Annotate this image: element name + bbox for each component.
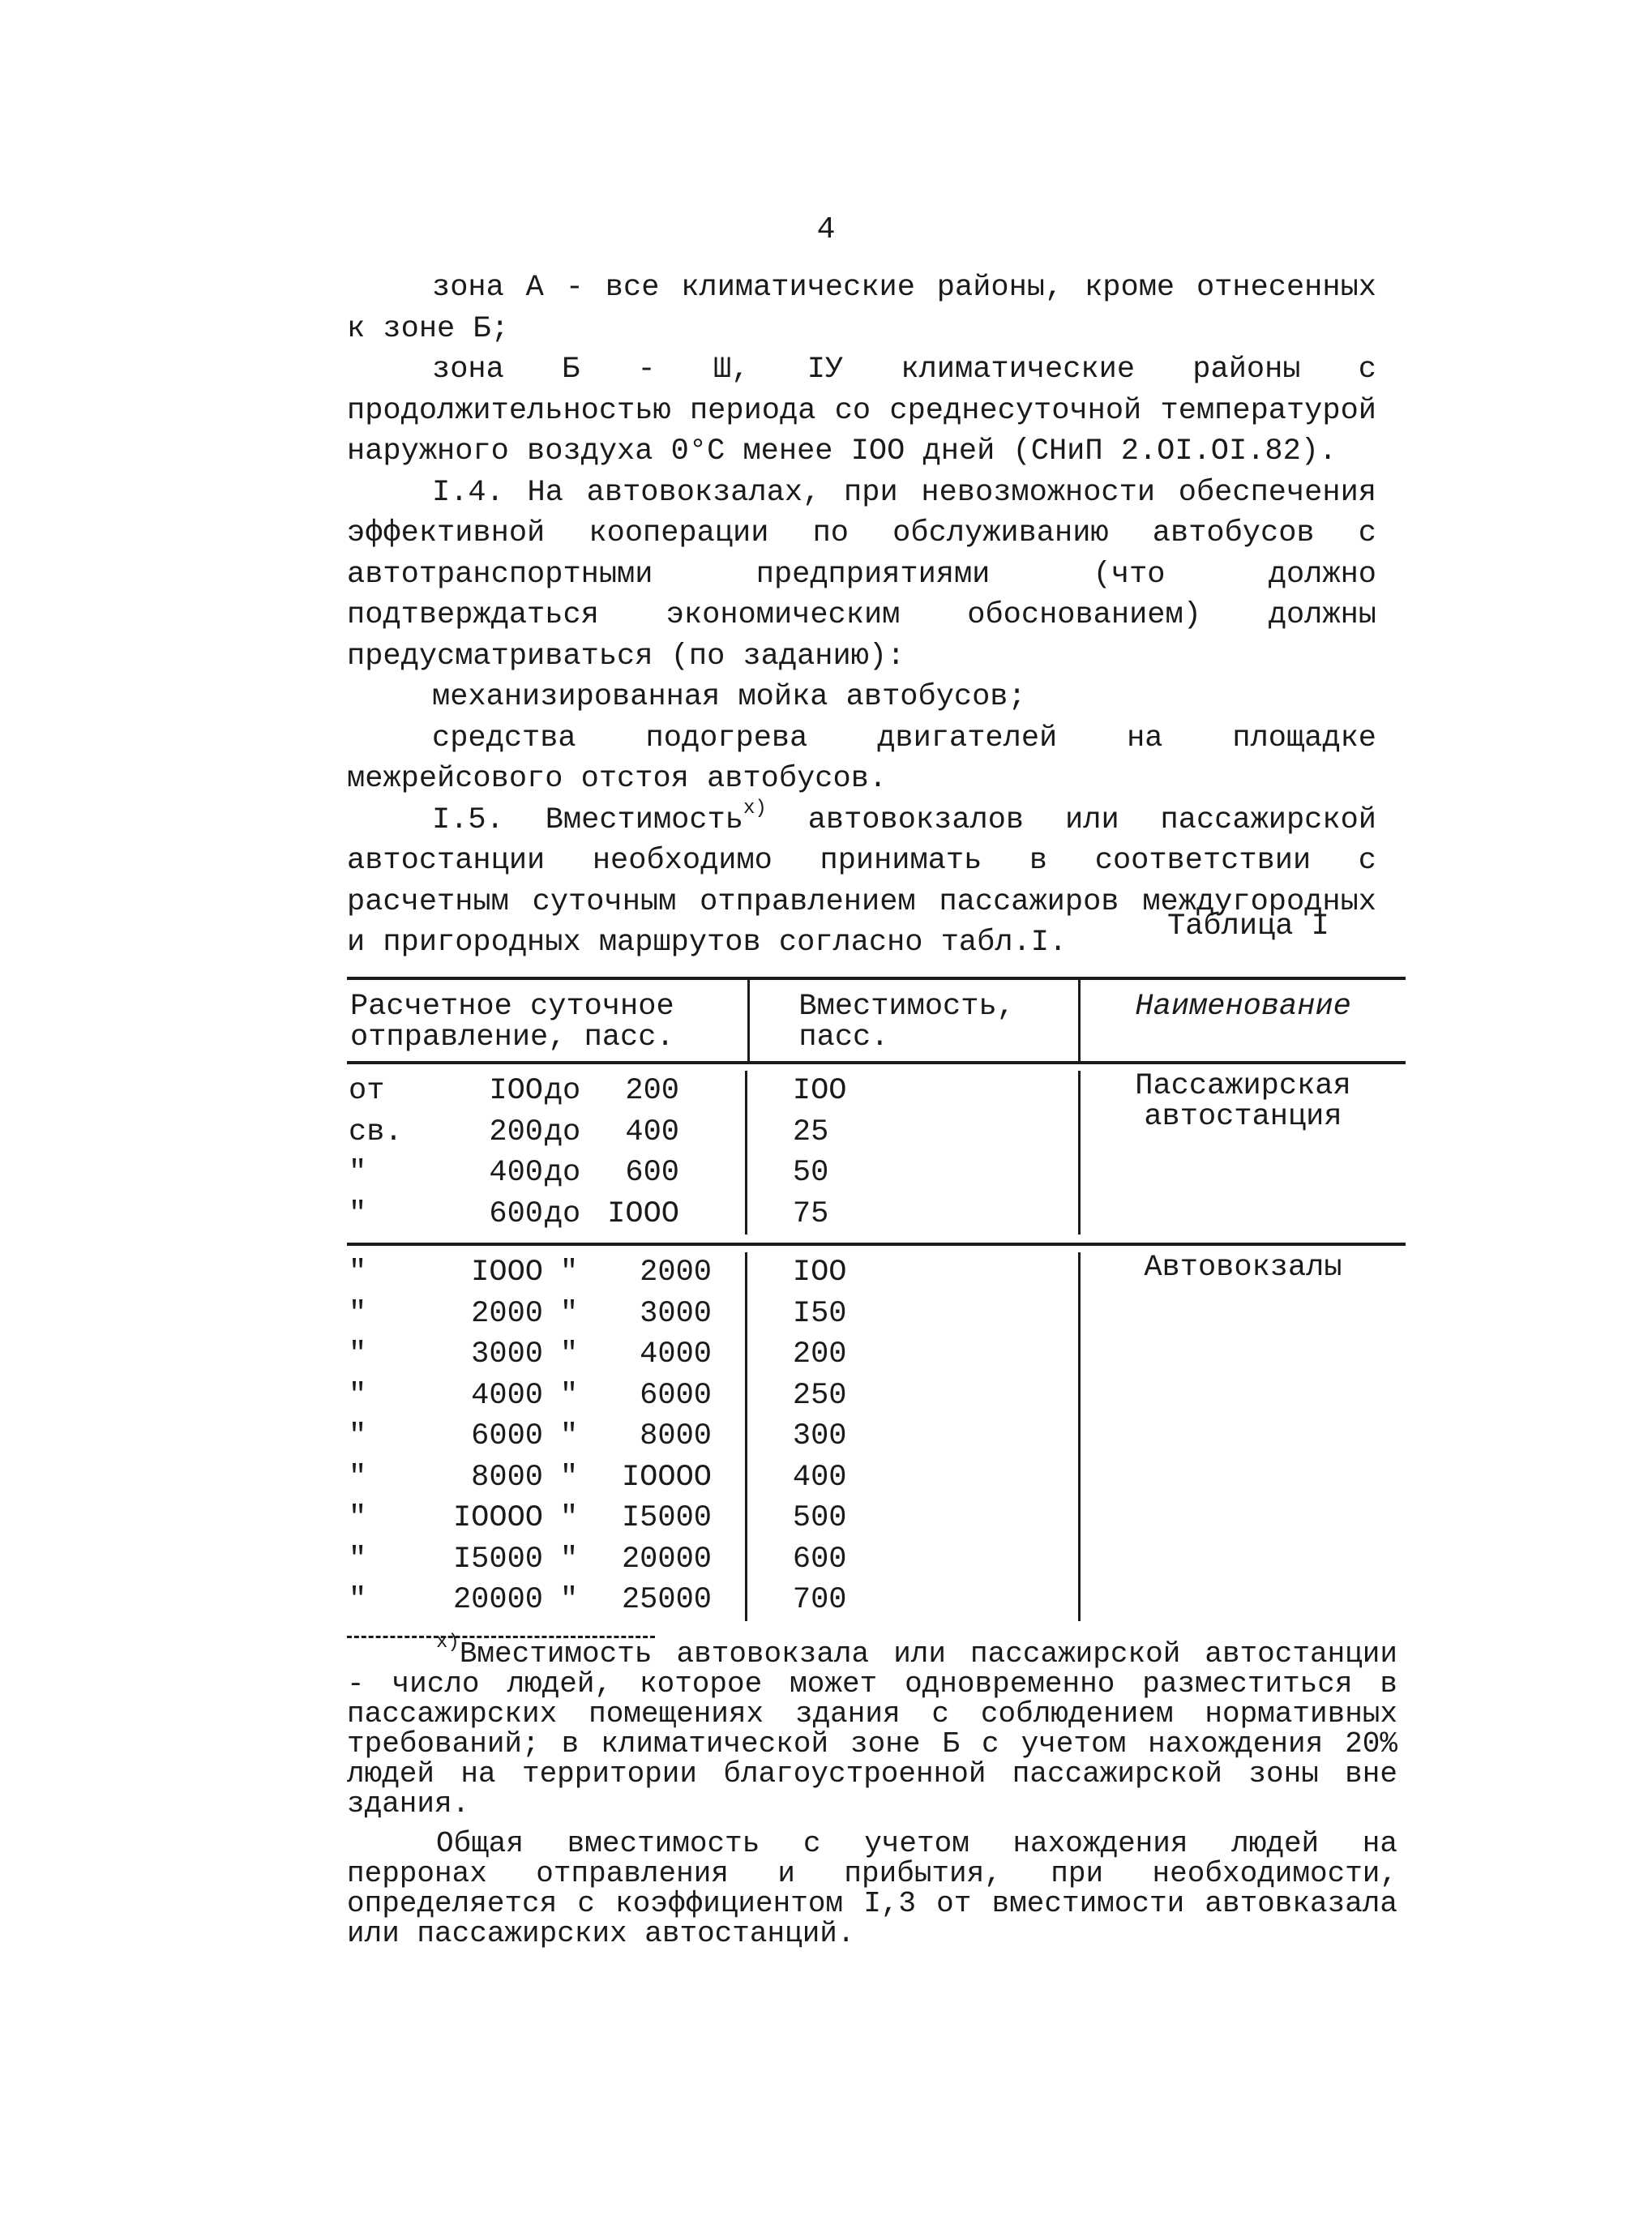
table-row	[347, 1580, 745, 1621]
range-from: 6000	[471, 1419, 543, 1453]
range-sep: "	[559, 1460, 579, 1495]
capacity-value: 500	[792, 1501, 847, 1535]
range-prefix: св.	[349, 1115, 403, 1149]
footnote-marker: x)	[436, 1632, 460, 1654]
capacity-value: 300	[792, 1419, 847, 1453]
range-sep: до	[544, 1196, 581, 1231]
page-number: 4	[816, 212, 836, 247]
range-to: I5000	[621, 1501, 712, 1535]
range-sep: до	[544, 1074, 581, 1108]
range-from: IOOOO	[452, 1501, 543, 1535]
range-prefix: "	[349, 1542, 367, 1577]
capacity-value: 50	[792, 1156, 829, 1190]
footnote-marker: x)	[743, 797, 767, 819]
range-from: 4000	[471, 1378, 543, 1413]
range-from: 600	[489, 1196, 543, 1231]
table-header	[347, 980, 1406, 1061]
table-row	[347, 1252, 745, 1294]
range-to: 8000	[640, 1419, 712, 1453]
paragraph-zone-b: зона Б - Ш, IУ климатические районы с продолжительностью периода со среднесуточной температурой наружного воздуха 0°С менее IOO дней (СНиП 2.OI.OI.82).	[347, 353, 1376, 469]
range-to: 2000	[640, 1256, 712, 1290]
capacity-value: 250	[792, 1378, 847, 1413]
table-row	[347, 1498, 745, 1539]
range-to: 3000	[640, 1296, 712, 1331]
capacity-value: I50	[792, 1296, 847, 1331]
range-to: 600	[625, 1156, 679, 1190]
table-row	[347, 1112, 745, 1153]
footnote-capacity	[347, 1632, 1397, 1821]
range-sep: "	[559, 1583, 579, 1617]
range-from: IOOO	[471, 1256, 543, 1290]
range-prefix: "	[349, 1419, 367, 1453]
table-row	[347, 1334, 745, 1376]
range-to: 6000	[640, 1378, 712, 1413]
table-row	[347, 1457, 745, 1499]
range-to: 25000	[621, 1583, 712, 1617]
range-to: 20000	[621, 1542, 712, 1577]
range-prefix: "	[349, 1378, 367, 1413]
group-values	[745, 1252, 1078, 1621]
paragraph-1-4: I.4. На автовокзалах, при невозможности обеспечения эффективной кооперации по обслуживанию автобусов с автотранспортными предприятиями (что должно подтверждаться экономическим обоснованием) должны предусматриваться (по заданию):	[347, 475, 1376, 674]
range-from: I5000	[452, 1542, 543, 1577]
range-sep: "	[559, 1378, 579, 1413]
table-group-station	[347, 1064, 1406, 1243]
range-from: 20000	[452, 1583, 543, 1617]
header-departure: Расчетное суточное отправление, пасс.	[350, 990, 674, 1055]
group-name: Автовокзалы	[1078, 1252, 1406, 1621]
range-to: 400	[625, 1115, 679, 1149]
range-to: IOOOO	[621, 1460, 712, 1495]
range-from: 3000	[471, 1337, 543, 1371]
range-sep: до	[544, 1156, 581, 1190]
range-sep: "	[559, 1501, 579, 1535]
capacity-value: 700	[792, 1583, 847, 1617]
range-to: 200	[625, 1074, 679, 1108]
capacity-value: 75	[792, 1196, 829, 1231]
table-row	[347, 1194, 745, 1235]
group-name: Пассажирская автостанция	[1078, 1071, 1406, 1234]
table-row	[347, 1376, 745, 1417]
range-from: IOO	[489, 1074, 543, 1108]
table-row	[347, 1416, 745, 1457]
range-to: IOOO	[607, 1196, 679, 1231]
range-to: 4000	[640, 1337, 712, 1371]
table-row	[347, 1539, 745, 1581]
capacity-value: 200	[792, 1337, 847, 1371]
group-values	[745, 1071, 1078, 1234]
range-from: 400	[489, 1156, 543, 1190]
range-from: 8000	[471, 1460, 543, 1495]
capacity-value: 400	[792, 1460, 847, 1495]
range-from: 200	[489, 1115, 543, 1149]
capacity-value: 25	[792, 1115, 829, 1149]
group-ranges	[347, 1071, 745, 1234]
range-prefix: "	[349, 1501, 367, 1535]
range-prefix: "	[349, 1256, 367, 1290]
footnotes	[347, 1632, 1397, 1950]
header-name: Наименование	[1078, 980, 1406, 1061]
header-capacity: Вместимость, пасс.	[747, 980, 1078, 1061]
body-text	[347, 267, 1376, 964]
capacity-value: IOO	[792, 1074, 847, 1108]
table-row	[347, 1294, 745, 1335]
range-prefix: "	[349, 1460, 367, 1495]
range-sep: до	[544, 1115, 581, 1149]
table-caption: Таблица I	[1167, 909, 1329, 943]
range-prefix: от	[349, 1074, 385, 1108]
range-sep: "	[559, 1256, 579, 1290]
range-sep: "	[559, 1337, 579, 1371]
table-group-terminals	[347, 1246, 1406, 1626]
range-from: 2000	[471, 1296, 543, 1331]
group-ranges	[347, 1252, 745, 1621]
range-prefix: "	[349, 1337, 367, 1371]
range-prefix: "	[349, 1156, 367, 1190]
footnote-total: Общая вместимость с учетом нахождения людей на перронах отправления и прибытия, при необходимости, определяется с коэффициентом I,3 от вместимости автовказала или пассажирских автостанций.	[347, 1827, 1397, 1950]
paragraph-heating: средства подогрева двигателей на площадке межрейсового отстоя автобусов.	[347, 721, 1376, 796]
footnote-capacity-text: Вместимость автовокзала или пассажирской автостанции - число людей, которое может одновременно разместиться в пассажирских помещениях здания с соблюдением нормативных требований; в климатической зоне Б с учетом нахождения 20% людей на территории благоустроенной пассажирской зоны вне здания.	[347, 1637, 1397, 1821]
capacity-value: IOO	[792, 1256, 847, 1290]
range-prefix: "	[349, 1296, 367, 1331]
range-sep: "	[559, 1296, 579, 1331]
paragraph-1-5-rest: автовокзалов или пассажирской автостанции необходимо принимать в соответствии с расчетным суточным отправлением пассажиров междугородных и пригородных маршрутов согласно табл.I.	[347, 802, 1376, 960]
range-sep: "	[559, 1419, 579, 1453]
table-row	[347, 1153, 745, 1194]
range-sep: "	[559, 1542, 579, 1577]
paragraph-1-5-lead: I.5. Вместимость	[432, 802, 743, 837]
capacity-value: 600	[792, 1542, 847, 1577]
paragraph-washing: механизированная мойка автобусов;	[432, 680, 1026, 714]
table-row	[347, 1071, 745, 1112]
paragraph-zone-a: зона А - все климатические районы, кроме отнесенных к зоне Б;	[347, 271, 1376, 346]
capacity-table	[347, 977, 1406, 1626]
range-prefix: "	[349, 1583, 367, 1617]
range-prefix: "	[349, 1196, 367, 1231]
